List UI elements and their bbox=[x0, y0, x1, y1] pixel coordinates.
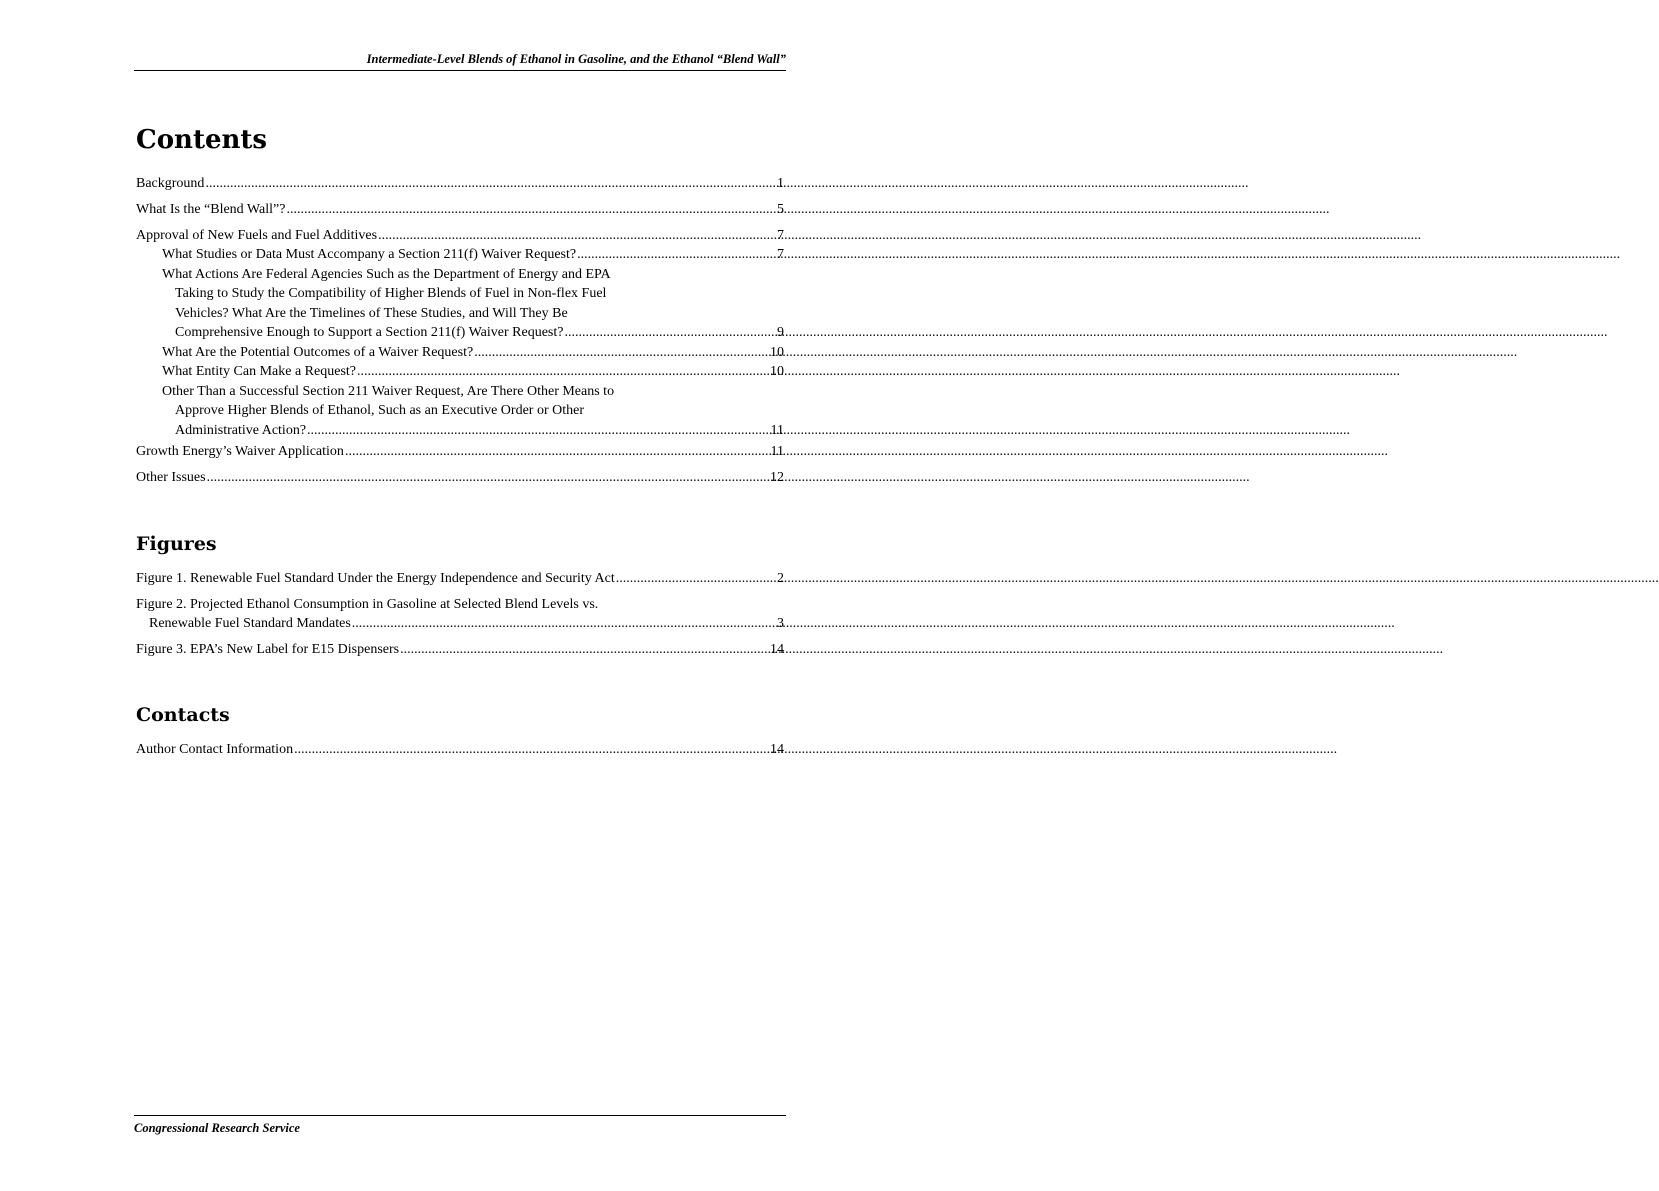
toc-entry[interactable] bbox=[136, 226, 784, 246]
figure-entry-page: 14 bbox=[770, 642, 784, 657]
contacts-heading: Contacts bbox=[136, 704, 230, 726]
toc-entry-title: What Entity Can Make a Request? bbox=[162, 364, 356, 379]
figure-entry[interactable] bbox=[136, 569, 784, 589]
toc-entry[interactable] bbox=[136, 200, 784, 220]
toc-entry-page: 5 bbox=[777, 201, 784, 217]
toc-subentry[interactable] bbox=[162, 265, 784, 343]
contacts-section bbox=[136, 703, 784, 759]
toc-entry-title-line: Other Than a Successful Section 211 Waiver Request, Are There Other Means to bbox=[162, 383, 615, 399]
figure-entry-title-line: Figure 2. Projected Ethanol Consumption in Gasoline at Selected Blend Levels vs. bbox=[136, 596, 599, 612]
toc-entry-title: Growth Energy’s Waiver Application bbox=[136, 444, 344, 459]
figures-heading: Figures bbox=[136, 533, 217, 555]
toc-entry-title: Approval of New Fuels and Fuel Additives bbox=[136, 227, 378, 243]
contact-entry-page: 14 bbox=[770, 741, 784, 757]
figure-entry-page: 2 bbox=[777, 570, 784, 586]
toc-entry-title-line: Vehicles? What Are the Timelines of These Studies, and Will They Be bbox=[175, 305, 568, 321]
contact-entry-title: Author Contact Information bbox=[136, 741, 294, 757]
toc-entry-title-line: What Actions Are Federal Agencies Such as the Department of Energy and EPA bbox=[162, 266, 611, 282]
toc-entry-page: 7 bbox=[777, 247, 784, 262]
figure-entry-page: 3 bbox=[777, 616, 784, 631]
toc-entry[interactable] bbox=[136, 468, 784, 488]
toc-entry-title-line: Comprehensive Enough to Support a Section 211(f) Waiver Request? bbox=[175, 325, 564, 340]
figure-entry[interactable] bbox=[136, 595, 784, 634]
toc-entry-title: Background bbox=[136, 175, 205, 191]
toc-entry[interactable] bbox=[136, 174, 784, 194]
toc-entry-page: 12 bbox=[770, 470, 784, 485]
toc-entry[interactable] bbox=[136, 442, 784, 462]
toc-subentry[interactable] bbox=[162, 382, 784, 441]
toc-entry-page: 11 bbox=[770, 444, 784, 459]
toc-entry-page: 10 bbox=[770, 364, 784, 379]
figures-section bbox=[136, 532, 784, 660]
toc-entry-page: 10 bbox=[770, 344, 784, 360]
toc-entry-page: 1 bbox=[777, 175, 784, 191]
figure-entry-title-line: Renewable Fuel Standard Mandates bbox=[149, 616, 351, 631]
toc-subentry[interactable] bbox=[162, 245, 784, 265]
toc-entry-page: 11 bbox=[770, 422, 784, 438]
figure-entry-title: Figure 3. EPA’s New Label for E15 Dispensers bbox=[136, 642, 400, 657]
toc-entry-title: Other Issues bbox=[136, 470, 206, 485]
toc-entry-title: What Studies or Data Must Accompany a Section 211(f) Waiver Request? bbox=[162, 247, 577, 262]
toc-entry-title-line: Administrative Action? bbox=[175, 422, 307, 438]
contents-heading: Contents bbox=[136, 125, 268, 155]
contact-entry[interactable] bbox=[136, 740, 784, 760]
toc-entry-title-line: Approve Higher Blends of Ethanol, Such as an Executive Order or Other bbox=[175, 403, 584, 418]
running-header: Intermediate-Level Blends of Ethanol in Gasoline, and the Ethanol “Blend Wall” bbox=[134, 52, 786, 71]
toc-entry-title: What Are the Potential Outcomes of a Waiver Request? bbox=[162, 344, 474, 360]
figure-entry[interactable] bbox=[136, 640, 784, 660]
toc-entry-page: 9 bbox=[777, 325, 784, 340]
toc-subentry[interactable] bbox=[162, 343, 784, 363]
page-footer: Congressional Research Service bbox=[134, 1115, 786, 1136]
toc-entry-page: 7 bbox=[777, 227, 784, 243]
toc-entry-title-line: Taking to Study the Compatibility of Higher Blends of Fuel in Non-flex Fuel bbox=[175, 286, 607, 301]
toc-entry-title: What Is the “Blend Wall”? bbox=[136, 201, 286, 217]
toc-subentry[interactable] bbox=[162, 362, 784, 382]
contents-section bbox=[136, 124, 784, 488]
figure-entry-title: Figure 1. Renewable Fuel Standard Under the Energy Independence and Security Act bbox=[136, 570, 615, 586]
